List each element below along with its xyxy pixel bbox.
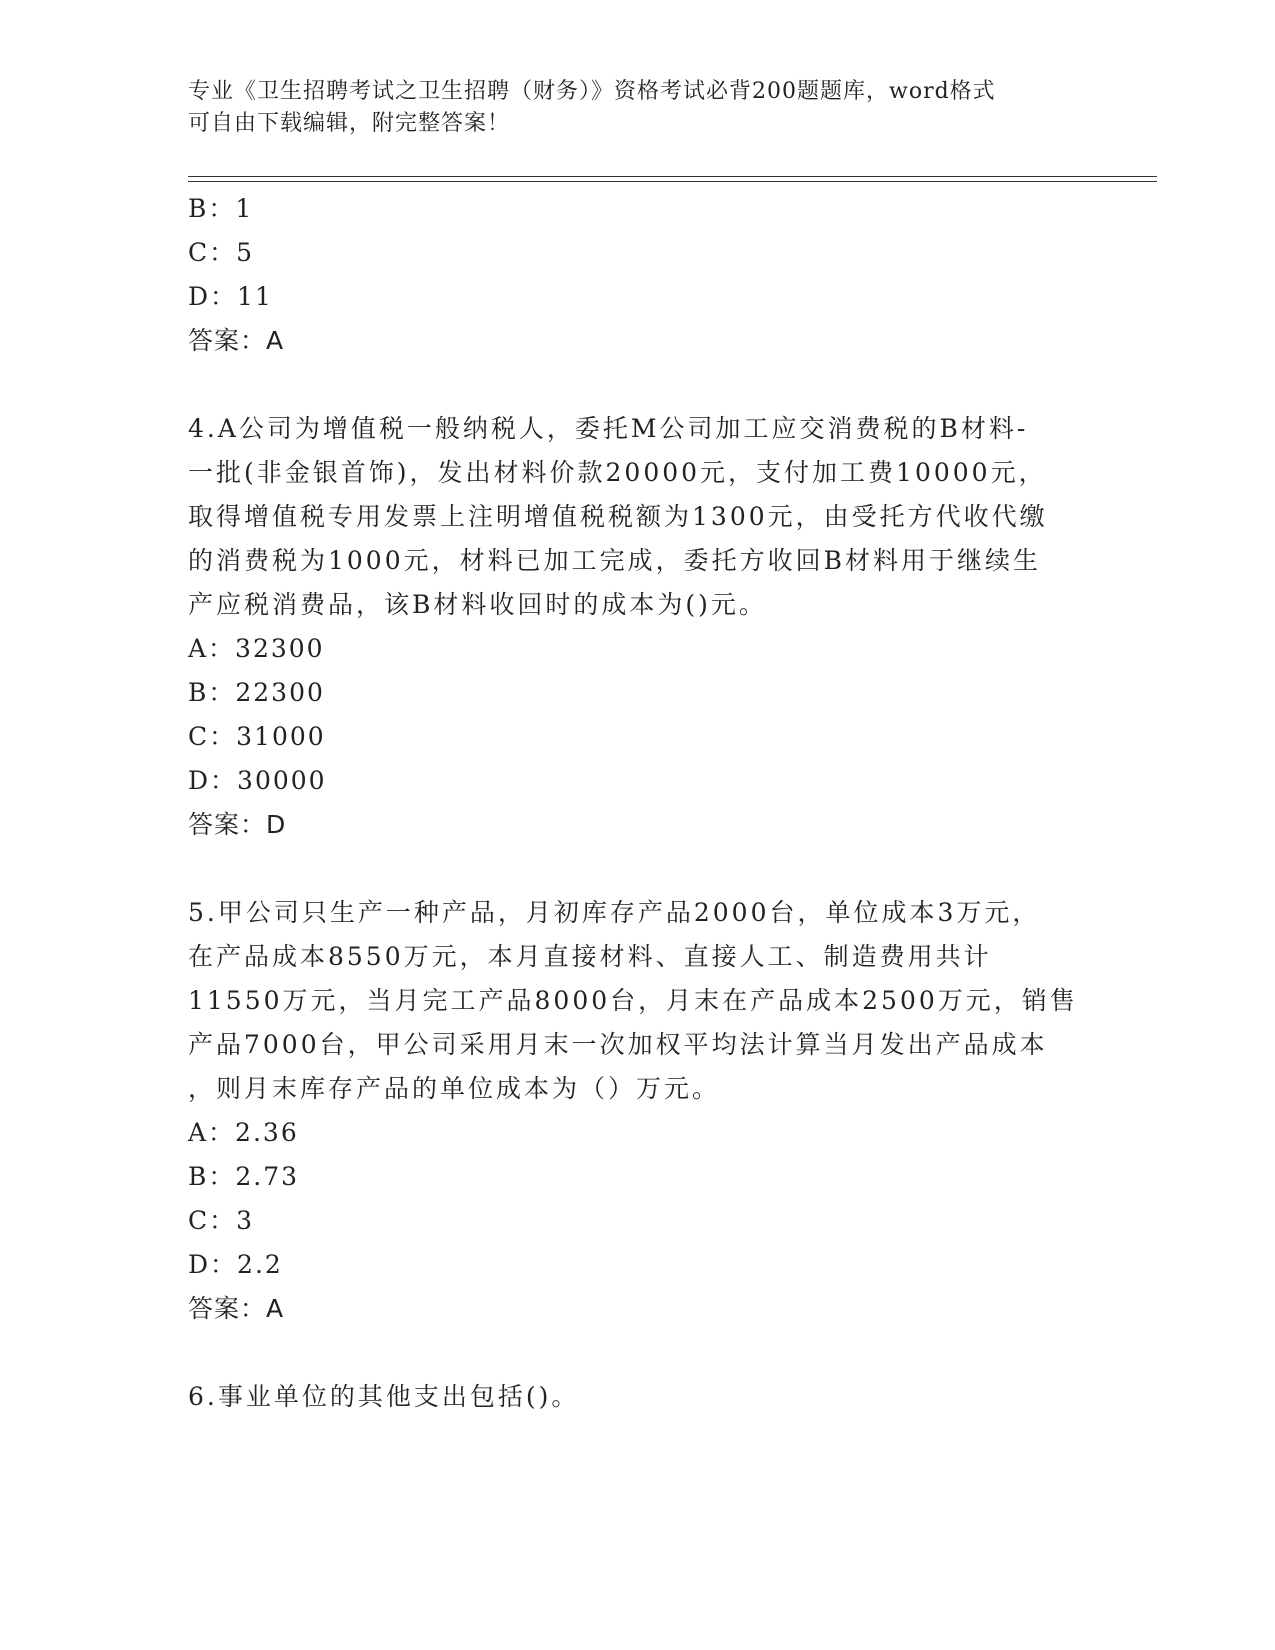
q3-option-b: B：1	[188, 194, 254, 223]
q5-option-b: B：2.73	[188, 1162, 300, 1191]
q6-text-line-1: 6.事业单位的其他支出包括()。	[188, 1382, 580, 1411]
q4-text-line-1: 4.A公司为增值税一般纳税人，委托M公司加工应交消费税的B材料-	[188, 414, 1029, 443]
q5-text-line-1: 5.甲公司只生产一种产品，月初库存产品2000台，单位成本3万元，	[188, 898, 1041, 927]
q4-answer: 答案：D	[188, 810, 287, 839]
q4-text-line-2: 一批(非金银首饰)，发出材料价款20000元，支付加工费10000元，	[188, 458, 1047, 487]
header-divider-top	[188, 176, 1157, 177]
q4-option-a: A：32300	[188, 634, 325, 663]
q4-text-line-5: 产应税消费品，该B材料收回时的成本为()元。	[188, 590, 767, 619]
q5-text-line-2: 在产品成本8550万元，本月直接材料、直接人工、制造费用共计	[188, 942, 992, 971]
q3-answer: 答案：A	[188, 326, 285, 355]
q5-option-d: D：2.2	[188, 1250, 283, 1279]
q3-option-c: C：5	[188, 238, 255, 267]
q4-option-c: C：31000	[188, 722, 326, 751]
header-title-line-2: 可自由下载编辑，附完整答案！	[188, 111, 511, 136]
q5-answer: 答案：A	[188, 1294, 285, 1323]
q5-text-line-4: 产品7000台，甲公司采用月末一次加权平均法计算当月发出产品成本	[188, 1030, 1048, 1059]
q5-text-line-3: 11550万元，当月完工产品8000台，月末在产品成本2500万元，销售	[188, 986, 1078, 1015]
q4-text-line-4: 的消费税为1000元，材料已加工完成，委托方收回B材料用于继续生	[188, 546, 1041, 575]
q4-text-line-3: 取得增值税专用发票上注明增值税税额为1300元，由受托方代收代缴	[188, 502, 1048, 531]
q4-option-b: B：22300	[188, 678, 325, 707]
q5-text-line-5: ，则月末库存产品的单位成本为（）万元。	[188, 1074, 721, 1103]
header-title-line-1: 专业《卫生招聘考试之卫生招聘（财务）》资格考试必背200题题库，word格式	[188, 79, 996, 104]
document-header	[188, 76, 1068, 140]
q3-option-d: D：11	[188, 282, 273, 311]
q4-option-d: D：30000	[188, 766, 327, 795]
q5-option-a: A：2.36	[188, 1118, 299, 1147]
header-divider-bottom	[188, 181, 1157, 182]
q5-option-c: C：3	[188, 1206, 255, 1235]
